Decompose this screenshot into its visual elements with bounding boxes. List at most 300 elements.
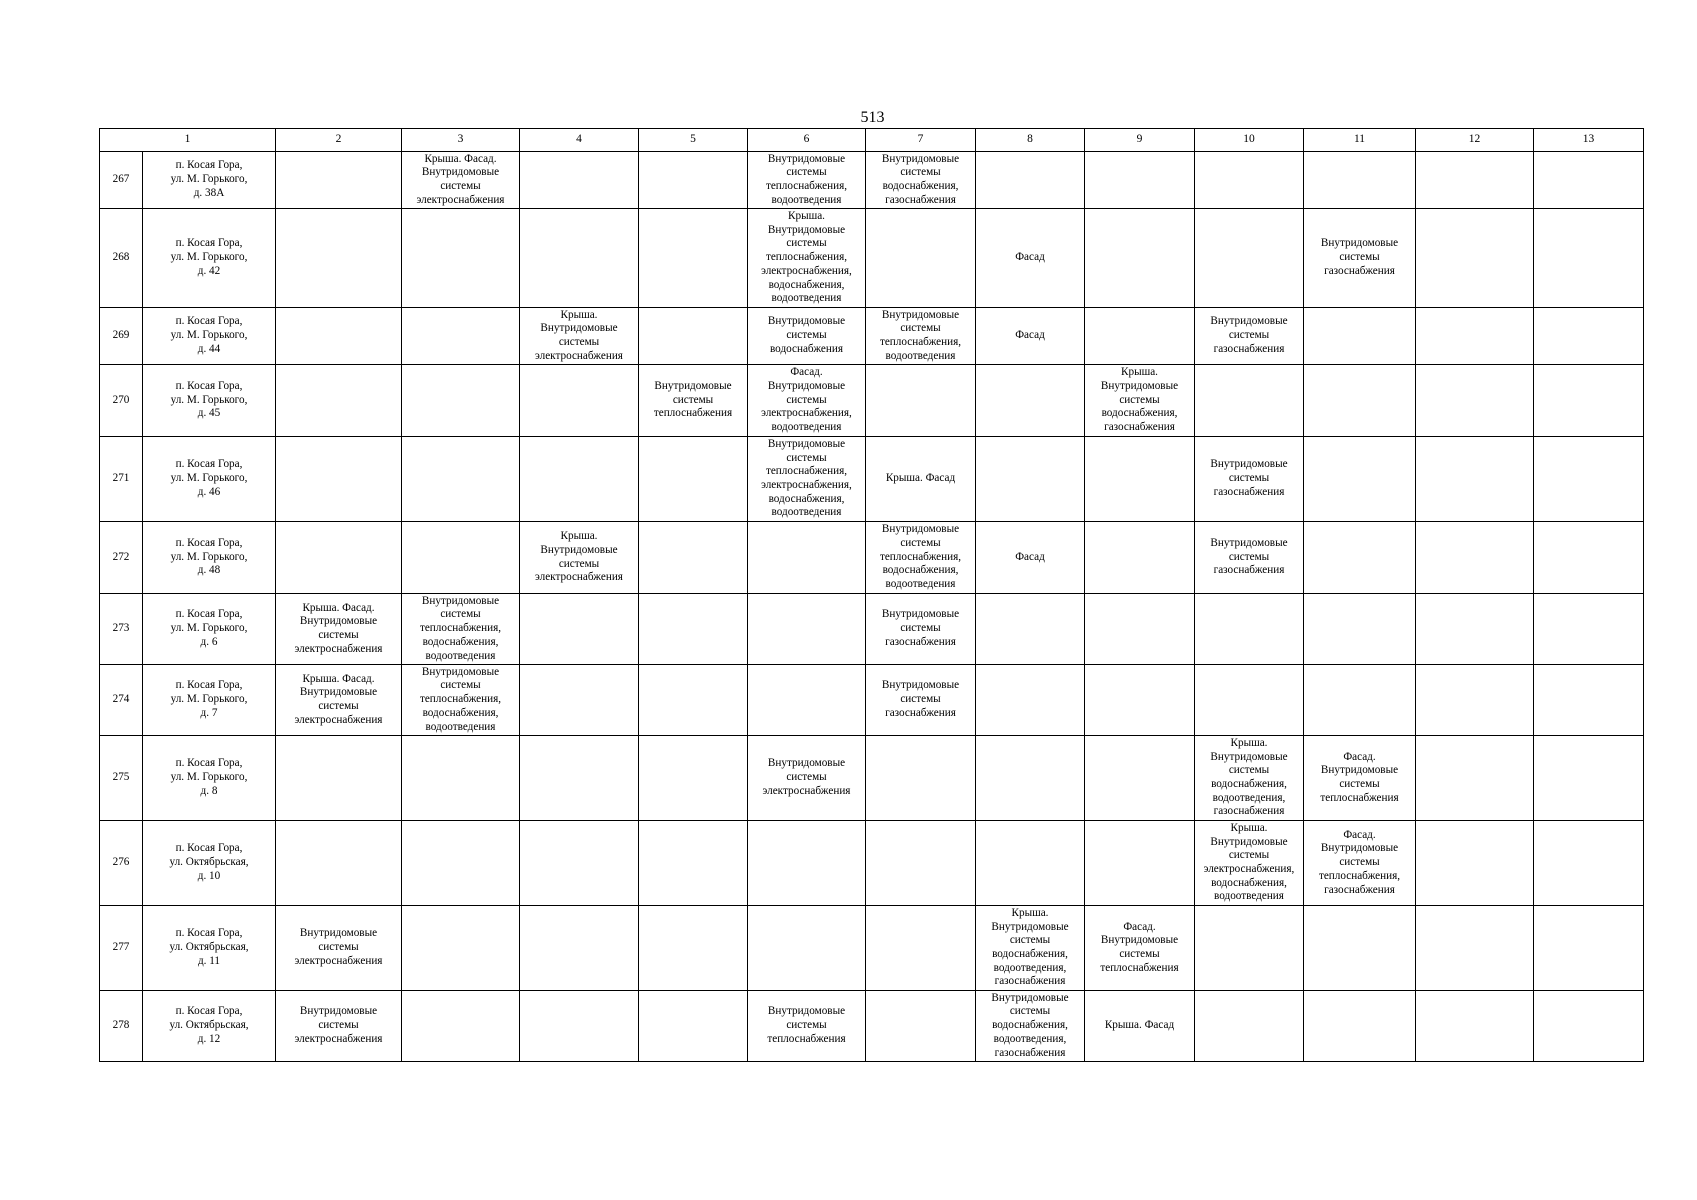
work-cell-col-4: [520, 736, 639, 821]
address-cell: [143, 736, 276, 821]
row-number: 274: [100, 665, 143, 736]
work-cell-col-9: [1085, 906, 1195, 991]
work-cell-col-13: [1534, 152, 1644, 209]
cell-line: теплоснабжения,: [879, 336, 962, 348]
work-cell-col-7: [866, 437, 976, 522]
work-cell-col-4: [520, 308, 639, 365]
work-cell-col-13: [1534, 594, 1644, 665]
work-cell-col-13: [1534, 437, 1644, 522]
work-cell-col-8: [976, 209, 1085, 308]
work-cell-col-6: [748, 308, 866, 365]
cell-line: п. Косая Гора,: [175, 315, 243, 328]
work-cell-col-10: [1195, 906, 1304, 991]
work-cell-col-13: [1534, 522, 1644, 594]
work-cell-col-5: [639, 365, 748, 437]
work-cell-col-10: [1195, 437, 1304, 522]
work-cell-col-4: [520, 594, 639, 665]
work-cell-col-11: [1304, 437, 1416, 522]
cell-line: газоснабжения: [1213, 564, 1285, 577]
work-cell-col-10: [1195, 152, 1304, 209]
work-cell-col-9: [1085, 152, 1195, 209]
column-header-2: 2: [276, 129, 402, 152]
row-number: 268: [100, 209, 143, 308]
cell-line: п. Косая Гора,: [175, 237, 243, 250]
work-cell-col-13: [1534, 821, 1644, 906]
cell-line: системы: [558, 557, 600, 570]
work-cell-col-3: [402, 736, 520, 821]
work-cell-col-3: [402, 821, 520, 906]
work-cell-col-2: [276, 906, 402, 991]
work-cell-col-2: [276, 736, 402, 821]
work-cell-col-9: [1085, 437, 1195, 522]
cell-line: Внутридомовые: [881, 308, 960, 321]
work-cell-col-9: [1085, 991, 1195, 1062]
cell-line: водоотведения: [885, 349, 956, 362]
cell-line: водоотведения: [771, 292, 842, 305]
work-cell-col-11: [1304, 365, 1416, 437]
work-cell-col-3: [402, 152, 520, 209]
cell-line: системы: [1228, 329, 1270, 342]
work-cell-col-4: [520, 437, 639, 522]
cell-line: теплоснабжения,: [419, 693, 502, 706]
cell-line: системы: [558, 336, 600, 348]
cell-line: газоснабжения: [1324, 264, 1395, 277]
work-cell-col-7: [866, 522, 976, 594]
cell-line: системы: [1228, 472, 1270, 485]
cell-line: д. 11: [197, 954, 221, 967]
cell-line: Внутридомовые: [1320, 842, 1399, 855]
work-cell-col-13: [1534, 665, 1644, 736]
table-row: [100, 209, 1644, 308]
cell-line: системы: [318, 1019, 359, 1032]
table-row: [100, 665, 1644, 736]
work-cell-col-8: [976, 152, 1085, 209]
cell-line: теплоснабжения,: [1318, 869, 1401, 882]
work-cell-col-5: [639, 665, 748, 736]
work-cell-col-12: [1416, 209, 1534, 308]
column-header-4: 4: [520, 129, 639, 152]
cell-line: ул. М. Горького,: [170, 550, 248, 563]
cell-line: системы: [1339, 778, 1380, 790]
cell-line: системы: [900, 322, 941, 335]
work-cell-col-9: [1085, 365, 1195, 437]
cell-line: водоотведения: [425, 649, 496, 662]
work-cell-col-5: [639, 152, 748, 209]
work-cell-col-5: [639, 437, 748, 522]
work-cell-col-8: [976, 522, 1085, 594]
row-number: 277: [100, 906, 143, 991]
cell-line: водоотведения: [425, 720, 496, 733]
cell-line: электроснабжения,: [761, 264, 852, 277]
cell-line: системы: [900, 622, 941, 635]
cell-line: Внутридомовые: [1320, 764, 1399, 777]
cell-line: Крыша.: [1230, 821, 1268, 834]
cell-line: теплоснабжения,: [765, 465, 848, 478]
work-cell-col-5: [639, 906, 748, 991]
work-cell-col-2: [276, 991, 402, 1062]
cell-line: электроснабжения: [294, 642, 383, 655]
cell-line: водоснабжения,: [882, 180, 959, 192]
cell-line: Внутридомовые: [299, 1005, 378, 1018]
cell-line: д. 44: [197, 342, 221, 355]
cell-line: д. 38А: [193, 186, 225, 199]
cell-line: водоснабжения,: [1101, 407, 1178, 420]
cell-line: водоотведения: [1214, 890, 1284, 903]
cell-line: ул. М. Горького,: [170, 472, 248, 485]
cell-line: электроснабжения: [294, 954, 383, 967]
work-cell-col-12: [1416, 736, 1534, 821]
page-number: 513: [860, 109, 885, 126]
work-cell-col-2: [276, 209, 402, 308]
table-row: [100, 437, 1644, 522]
cell-line: теплоснабжения: [767, 1032, 846, 1045]
work-cell-col-12: [1416, 152, 1534, 209]
work-cell-col-6: [748, 152, 866, 209]
work-cell-col-3: [402, 665, 520, 736]
cell-line: ул. М. Горького,: [170, 622, 248, 635]
column-header-number: 1: [100, 129, 276, 152]
work-cell-col-8: [976, 736, 1085, 821]
work-cell-col-7: [866, 906, 976, 991]
work-cell-col-7: [866, 991, 976, 1062]
address-cell: [143, 594, 276, 665]
work-cell-col-9: [1085, 308, 1195, 365]
work-cell-col-7: [866, 736, 976, 821]
work-cell-col-9: [1085, 594, 1195, 665]
table-body: [100, 129, 1644, 1062]
work-cell-col-4: [520, 665, 639, 736]
cell-line: системы: [440, 180, 481, 192]
cell-line: электроснабжения: [294, 713, 383, 726]
cell-line: системы: [318, 629, 359, 641]
cell-line: Крыша. Фасад.: [302, 672, 375, 685]
cell-line: д. 12: [197, 1032, 221, 1045]
work-cell-col-8: [976, 308, 1085, 365]
cell-line: газоснабжения: [1324, 883, 1395, 896]
cell-line: теплоснабжения,: [879, 550, 962, 563]
work-cell-col-4: [520, 365, 639, 437]
work-cell-col-2: [276, 365, 402, 437]
cell-line: Внутридомовые: [1210, 750, 1288, 763]
cell-line: Внутридомовые: [299, 615, 378, 628]
cell-line: д. 48: [197, 564, 221, 577]
cell-line: системы: [1339, 856, 1380, 869]
cell-line: п. Косая Гора,: [175, 536, 243, 549]
work-cell-col-7: [866, 152, 976, 209]
work-cell-col-7: [866, 821, 976, 906]
work-cell-col-10: [1195, 594, 1304, 665]
address-cell: [143, 308, 276, 365]
address-cell: [143, 821, 276, 906]
work-cell-col-3: [402, 594, 520, 665]
work-cell-col-11: [1304, 991, 1416, 1062]
cell-line: водоотведения: [885, 578, 956, 591]
cell-line: Крыша.: [560, 308, 598, 321]
cell-line: теплоснабжения: [1320, 791, 1399, 804]
work-cell-col-2: [276, 665, 402, 736]
cell-line: системы: [1009, 1005, 1051, 1018]
cell-line: Внутридомовые: [421, 665, 500, 678]
cell-line: Внутридомовые: [881, 152, 960, 165]
cell-line: водоснабжения: [769, 342, 844, 355]
work-cell-col-2: [276, 821, 402, 906]
cell-line: п. Косая Гора,: [175, 1005, 243, 1018]
cell-line: Фасад: [1015, 251, 1045, 264]
cell-line: Внутридомовые: [1210, 835, 1288, 848]
cell-line: Внутридомовые: [767, 437, 846, 450]
work-cell-col-12: [1416, 821, 1534, 906]
cell-line: Внутридомовые: [654, 379, 732, 392]
work-cell-col-9: [1085, 821, 1195, 906]
work-schedule-table: [99, 128, 1644, 1062]
work-cell-col-6: [748, 736, 866, 821]
cell-line: системы: [672, 393, 714, 406]
work-cell-col-11: [1304, 152, 1416, 209]
cell-line: водоснабжения,: [768, 492, 845, 505]
table-row: [100, 736, 1644, 821]
cell-line: Фасад: [1015, 550, 1045, 563]
cell-line: Внутридомовые: [881, 679, 960, 692]
cell-line: системы: [1119, 948, 1160, 960]
work-cell-col-8: [976, 437, 1085, 522]
row-number: 275: [100, 736, 143, 821]
work-cell-col-2: [276, 522, 402, 594]
work-cell-col-7: [866, 594, 976, 665]
cell-line: водоотведения,: [993, 961, 1067, 974]
cell-line: ул. М. Горького,: [170, 393, 248, 406]
work-cell-col-5: [639, 522, 748, 594]
cell-line: Внутридомовые: [1210, 536, 1288, 549]
cell-line: системы: [440, 608, 481, 621]
row-number: 272: [100, 522, 143, 594]
cell-line: электроснабжения,: [1203, 863, 1295, 875]
row-number: 276: [100, 821, 143, 906]
cell-line: электроснабжения: [294, 1032, 383, 1045]
work-cell-col-7: [866, 308, 976, 365]
cell-line: Внутридомовые: [421, 594, 500, 607]
work-cell-col-2: [276, 308, 402, 365]
cell-line: водоснабжения,: [882, 564, 959, 577]
cell-line: водоснабжения,: [768, 278, 845, 291]
work-cell-col-8: [976, 991, 1085, 1062]
cell-line: Фасад.: [1343, 828, 1376, 841]
address-cell: [143, 437, 276, 522]
cell-line: Крыша. Фасад.: [424, 152, 497, 165]
row-number: 267: [100, 152, 143, 209]
work-cell-col-6: [748, 365, 866, 437]
cell-line: Внутридомовые: [299, 686, 378, 699]
work-cell-col-6: [748, 991, 866, 1062]
work-cell-col-7: [866, 665, 976, 736]
cell-line: п. Косая Гора,: [175, 927, 243, 940]
work-cell-col-6: [748, 665, 866, 736]
cell-line: системы: [900, 693, 941, 706]
cell-line: Фасад.: [790, 366, 823, 379]
cell-line: водоотведения,: [993, 1032, 1067, 1045]
row-number: 278: [100, 991, 143, 1062]
cell-line: водоотведения: [771, 506, 842, 519]
work-cell-col-5: [639, 991, 748, 1062]
cell-line: электроснабжения: [416, 193, 505, 206]
table-row: [100, 522, 1644, 594]
cell-line: системы: [900, 536, 941, 549]
work-cell-col-13: [1534, 209, 1644, 308]
work-cell-col-3: [402, 906, 520, 991]
work-cell-col-4: [520, 209, 639, 308]
work-cell-col-9: [1085, 522, 1195, 594]
cell-line: Внутридомовые: [1100, 934, 1179, 947]
cell-line: водоотведения: [771, 421, 842, 434]
work-cell-col-2: [276, 594, 402, 665]
work-cell-col-3: [402, 365, 520, 437]
address-cell: [143, 365, 276, 437]
work-cell-col-5: [639, 736, 748, 821]
cell-line: п. Косая Гора,: [175, 159, 243, 172]
cell-line: Внутридомовые: [1320, 237, 1399, 250]
cell-line: Крыша.: [1011, 906, 1049, 919]
cell-line: п. Косая Гора,: [175, 679, 243, 692]
column-header-12: 12: [1416, 129, 1534, 152]
cell-line: Внутридомовые: [767, 1005, 846, 1018]
cell-line: Внутридомовые: [1100, 379, 1179, 392]
work-cell-col-8: [976, 821, 1085, 906]
cell-line: Крыша. Фасад: [885, 472, 956, 485]
table-row: [100, 991, 1644, 1062]
cell-line: водоснабжения,: [422, 635, 499, 648]
cell-line: Внутридомовые: [540, 322, 618, 335]
cell-line: системы: [318, 700, 359, 712]
address-cell: [143, 152, 276, 209]
cell-line: ул. Октябрьская,: [169, 941, 249, 954]
cell-line: ул. М. Горького,: [170, 329, 248, 342]
cell-line: ул. М. Горького,: [170, 693, 248, 706]
cell-line: Внутридомовые: [767, 757, 846, 770]
column-header-5: 5: [639, 129, 748, 152]
work-cell-col-5: [639, 308, 748, 365]
cell-line: системы: [440, 679, 481, 692]
work-cell-col-13: [1534, 308, 1644, 365]
cell-line: д. 42: [197, 264, 221, 277]
work-cell-col-6: [748, 906, 866, 991]
cell-line: системы: [786, 393, 827, 406]
work-cell-col-8: [976, 665, 1085, 736]
work-cell-col-13: [1534, 991, 1644, 1062]
cell-line: д. 7: [200, 706, 218, 719]
work-cell-col-5: [639, 209, 748, 308]
cell-line: Крыша.: [788, 210, 825, 223]
cell-line: теплоснабжения,: [419, 622, 502, 635]
cell-line: ул. М. Горького,: [170, 173, 248, 186]
cell-line: газоснабжения: [1213, 342, 1285, 355]
cell-line: Внутридомовые: [767, 223, 846, 236]
work-cell-col-12: [1416, 665, 1534, 736]
cell-line: системы: [786, 451, 827, 464]
work-cell-col-3: [402, 522, 520, 594]
cell-line: системы: [1228, 764, 1270, 777]
work-cell-col-4: [520, 991, 639, 1062]
cell-line: теплоснабжения: [1100, 961, 1179, 974]
cell-line: теплоснабжения,: [765, 251, 848, 264]
work-cell-col-6: [748, 522, 866, 594]
work-cell-col-9: [1085, 665, 1195, 736]
cell-line: ул. М. Горького,: [170, 771, 248, 784]
cell-line: ул. М. Горького,: [170, 251, 248, 264]
work-cell-col-6: [748, 209, 866, 308]
cell-line: Крыша.: [1230, 736, 1268, 749]
work-cell-col-12: [1416, 365, 1534, 437]
column-header-3: 3: [402, 129, 520, 152]
work-cell-col-11: [1304, 308, 1416, 365]
work-cell-col-12: [1416, 522, 1534, 594]
cell-line: системы: [786, 166, 827, 179]
work-cell-col-11: [1304, 594, 1416, 665]
column-header-row: [100, 129, 1644, 152]
work-cell-col-13: [1534, 736, 1644, 821]
cell-line: д. 6: [200, 635, 218, 648]
cell-line: системы: [1009, 934, 1051, 947]
cell-line: Внутридомовые: [881, 608, 960, 621]
work-cell-col-12: [1416, 594, 1534, 665]
cell-line: д. 10: [197, 869, 221, 882]
cell-line: Крыша.: [560, 530, 598, 543]
work-cell-col-10: [1195, 991, 1304, 1062]
row-number: 271: [100, 437, 143, 522]
cell-line: Фасад.: [1123, 920, 1156, 933]
cell-line: газоснабжения: [885, 635, 956, 648]
cell-line: п. Косая Гора,: [175, 458, 243, 471]
column-header-9: 9: [1085, 129, 1195, 152]
cell-line: Внутридомовые: [767, 152, 846, 165]
work-cell-col-7: [866, 209, 976, 308]
work-cell-col-9: [1085, 736, 1195, 821]
cell-line: системы: [1119, 393, 1160, 406]
table-row: [100, 365, 1644, 437]
work-cell-col-8: [976, 906, 1085, 991]
cell-line: п. Косая Гора,: [175, 757, 243, 770]
work-cell-col-10: [1195, 736, 1304, 821]
work-cell-col-5: [639, 594, 748, 665]
work-cell-col-10: [1195, 522, 1304, 594]
work-cell-col-8: [976, 594, 1085, 665]
column-header-11: 11: [1304, 129, 1416, 152]
cell-line: Крыша. Фасад: [1104, 1019, 1175, 1032]
cell-line: газоснабжения: [885, 706, 956, 719]
cell-line: газоснабжения: [1104, 421, 1175, 434]
cell-line: теплоснабжения: [653, 407, 733, 420]
work-cell-col-4: [520, 522, 639, 594]
cell-line: электроснабжения,: [761, 479, 852, 491]
column-header-6: 6: [748, 129, 866, 152]
cell-line: теплоснабжения,: [765, 180, 848, 192]
cell-line: системы: [786, 1019, 827, 1032]
work-cell-col-6: [748, 437, 866, 522]
cell-line: Внутридомовые: [421, 166, 500, 179]
work-cell-col-13: [1534, 906, 1644, 991]
work-cell-col-11: [1304, 209, 1416, 308]
address-cell: [143, 906, 276, 991]
row-number: 273: [100, 594, 143, 665]
table-row: [100, 152, 1644, 209]
cell-line: водоотведения,: [1212, 791, 1286, 804]
cell-line: Внутридомовые: [991, 920, 1069, 933]
table-row: [100, 906, 1644, 991]
address-cell: [143, 991, 276, 1062]
column-header-8: 8: [976, 129, 1085, 152]
address-cell: [143, 209, 276, 308]
cell-line: системы: [1339, 251, 1380, 264]
cell-line: Фасад.: [1343, 750, 1376, 763]
cell-line: системы: [786, 237, 827, 250]
